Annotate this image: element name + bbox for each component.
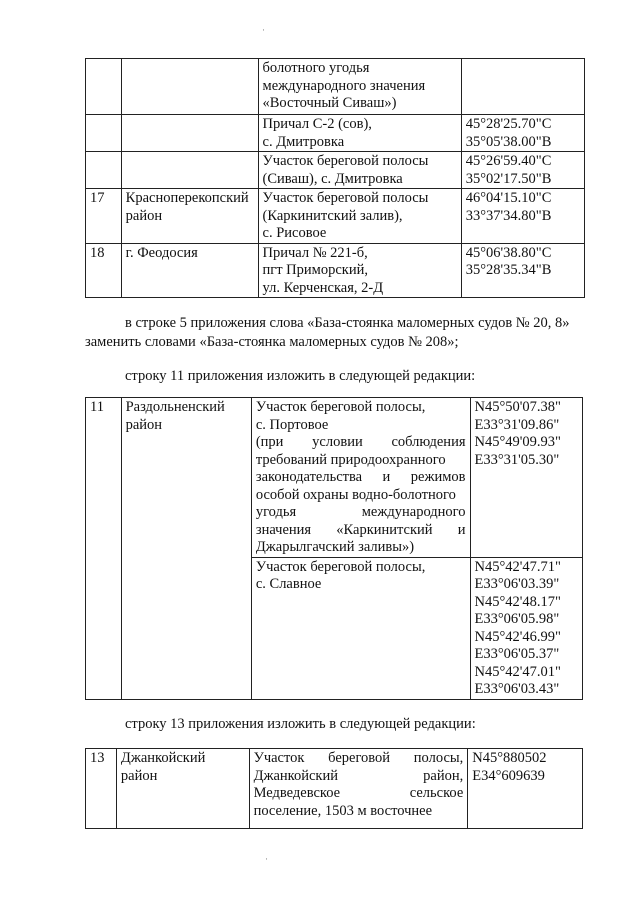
- location-line: болотного угодья: [262, 60, 370, 76]
- location-line: угодья международного: [255, 504, 466, 520]
- coord-line: E33°31'09.86": [474, 416, 560, 433]
- location-line: с. Дмитровка: [262, 133, 345, 150]
- row-number: 11: [86, 398, 122, 700]
- coords-cell: [470, 398, 582, 558]
- location-line: поселение, 1503 м восточнее: [253, 802, 433, 819]
- location-cell: [251, 557, 470, 699]
- paragraph-line: строку 11 приложения изложить в следующей редакции:: [125, 368, 476, 384]
- location-line: Джанкойский район,: [253, 767, 464, 784]
- location-line: международного значения: [262, 77, 426, 94]
- coord-line: 33°37'34.80"В: [465, 207, 552, 224]
- district-cell: [121, 115, 258, 152]
- coord-line: N45°49'09.93": [474, 434, 561, 450]
- district-line: Красноперекопский: [125, 190, 249, 206]
- coords-cell: [461, 59, 584, 115]
- table-row: [86, 115, 585, 152]
- table-row: [86, 243, 585, 298]
- table-row: [86, 398, 583, 558]
- coord-line: N45°42'48.17": [474, 593, 561, 610]
- table-row: [86, 189, 585, 244]
- table-row: [86, 152, 585, 189]
- coord-line: 35°02'17.50"В: [465, 170, 552, 187]
- district-cell: [116, 749, 249, 829]
- location-line: особой охраны водно-болотного: [255, 486, 456, 503]
- location-line: (Каркинитский залив),: [262, 207, 403, 224]
- coord-line: 35°28'35.34"В: [465, 262, 552, 278]
- location-line: Причал № 221-б,: [262, 244, 368, 261]
- district-line: г. Феодосия: [125, 244, 198, 261]
- coord-line: E33°06'03.39": [474, 576, 560, 592]
- coord-line: N45°50'07.38": [474, 399, 561, 415]
- location-line: с. Рисовое: [262, 225, 327, 241]
- location-line: Участок береговой полосы: [262, 153, 429, 169]
- location-cell: [258, 189, 461, 244]
- district-line: район: [125, 207, 163, 224]
- paragraph-line: заменить словами «База-стоянка маломерных судов № 208»;: [85, 334, 459, 350]
- coord-line: 45°26'59.40"С: [465, 153, 552, 169]
- location-line: Медведевское сельское: [253, 785, 464, 801]
- location-line: пгт Приморский,: [262, 262, 368, 278]
- coords-cell: [461, 189, 584, 244]
- coord-line: N45°42'47.71": [474, 558, 561, 575]
- location-line: Участок береговой полосы,: [255, 399, 426, 415]
- coords-cell: [461, 243, 584, 298]
- location-cell: [258, 243, 461, 298]
- coord-line: 45°28'25.70"С: [465, 116, 552, 132]
- table-row: [86, 59, 585, 115]
- location-line: значения «Каркинитский и: [255, 521, 466, 538]
- location-cell: [258, 59, 461, 115]
- district-line: Раздольненский: [125, 399, 225, 415]
- coord-line: 35°05'38.00"В: [465, 133, 552, 150]
- scan-speck: ·: [265, 854, 268, 864]
- row-number: 17: [86, 189, 122, 244]
- coords-cell: [468, 749, 583, 829]
- row-number: 13: [86, 749, 117, 829]
- coord-line: E33°06'05.98": [474, 611, 560, 627]
- paragraph-line: строку 13 приложения изложить в следующей редакции:: [125, 716, 476, 732]
- coords-cell: [461, 152, 584, 189]
- row-number: [86, 59, 122, 115]
- scan-speck: ·: [262, 25, 265, 35]
- location-cell: [258, 115, 461, 152]
- location-line: законодательства и режимов: [255, 469, 466, 485]
- location-line: с. Портовое: [255, 416, 329, 433]
- table-continued: [85, 58, 585, 298]
- location-line: Причал С-2 (сов),: [262, 116, 372, 132]
- row-number: [86, 152, 122, 189]
- district-line: район: [125, 416, 163, 433]
- location-line: Участок береговой полосы,: [253, 750, 464, 766]
- location-line: с. Славное: [255, 576, 322, 592]
- coord-line: 46°04'15.10"С: [465, 190, 552, 206]
- coord-line: N45°42'47.01": [474, 663, 561, 680]
- location-line: (при условии соблюдения: [255, 434, 466, 450]
- location-line: ул. Керченская, 2-Д: [262, 279, 384, 296]
- coord-line: E34°609639: [472, 767, 545, 784]
- location-line: (Сиваш), с. Дмитровка: [262, 170, 403, 187]
- coord-line: E33°31'05.30": [474, 451, 560, 468]
- table-row-11: [85, 397, 583, 700]
- table-row: [86, 749, 583, 829]
- coords-cell: [470, 557, 582, 699]
- paragraph-line: в строке 5 приложения слова «База-стоянка маломерных судов № 20, 8»: [125, 315, 570, 331]
- district-line: Джанкойский: [120, 750, 206, 766]
- table-row-13: [85, 748, 583, 829]
- district-cell: [121, 152, 258, 189]
- district-cell: [121, 189, 258, 244]
- location-line: требований природоохранного: [255, 451, 446, 468]
- location-line: Джарылгачский заливы»): [255, 539, 415, 555]
- district-cell: [121, 243, 258, 298]
- coord-line: E33°06'05.37": [474, 646, 560, 662]
- district-cell: [121, 398, 251, 700]
- row-number: [86, 115, 122, 152]
- location-cell: [249, 749, 468, 829]
- coord-line: N45°42'46.99": [474, 628, 561, 645]
- coords-cell: [461, 115, 584, 152]
- location-cell: [251, 398, 470, 558]
- location-line: «Восточный Сиваш»): [262, 95, 397, 111]
- row-number: 18: [86, 243, 122, 298]
- district-line: район: [120, 767, 158, 784]
- location-line: Участок береговой полосы: [262, 190, 429, 206]
- location-line: Участок береговой полосы,: [255, 558, 426, 575]
- coord-line: N45°880502: [472, 750, 547, 766]
- coord-line: E33°06'03.43": [474, 681, 560, 697]
- location-cell: [258, 152, 461, 189]
- coord-line: 45°06'38.80"С: [465, 244, 552, 261]
- district-cell: [121, 59, 258, 115]
